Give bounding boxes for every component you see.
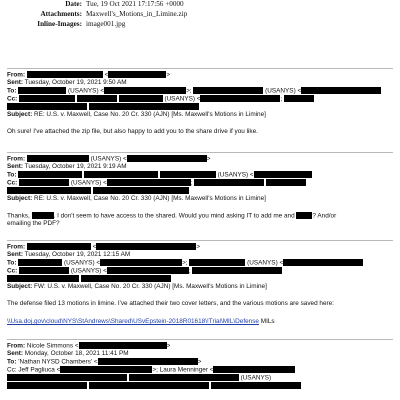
msg2-sent-row: Sent: Tuesday, October 19, 2021 9:19 AM xyxy=(7,163,127,170)
redaction xyxy=(32,212,54,219)
msg1-to-row: To: (USANYS) < >; (USANYS) < xyxy=(7,87,393,95)
message-separator xyxy=(7,339,393,340)
redaction xyxy=(89,382,209,389)
msg1-sent-row: Sent: Tuesday, October 19, 2021 9:50 AM xyxy=(7,79,127,86)
msg2-cc-row-2 xyxy=(7,187,393,195)
redaction xyxy=(93,187,189,194)
msg2-body: Thanks, . I don't seem to have access to the shared. Would you mind asking IT to add me and ? And/or xyxy=(7,212,337,220)
msg1-body: Oh sure! I've attached the zip file, but also happy to add you to the share drive if you like. xyxy=(7,128,258,135)
msg1-from-row: From: < > xyxy=(7,71,171,79)
msg1-sent-value: Tuesday, October 19, 2021 9:50 AM xyxy=(24,79,127,86)
date-label: Date: xyxy=(65,0,82,8)
redaction xyxy=(284,95,314,102)
attachments-label: Attachments: xyxy=(40,10,82,18)
message-separator xyxy=(7,152,393,153)
msg2-from-row: From: (USANYS) < > xyxy=(7,155,211,163)
redaction xyxy=(192,267,282,274)
redaction xyxy=(7,275,79,282)
redaction xyxy=(19,267,69,274)
redaction xyxy=(96,243,196,250)
redaction xyxy=(213,366,295,373)
msg2-to-row: To: (USANYS) < xyxy=(7,171,393,179)
msg3-link-row: \\Usa.doj.gov\cloud\NYS\StAndrews\Shared\USvEpstein-2018R01618\!Trial\MIL\Defense MILs xyxy=(7,318,275,325)
msg2-sent-value: Tuesday, October 19, 2021 9:19 AM xyxy=(24,163,127,170)
redaction xyxy=(129,374,239,381)
redaction xyxy=(98,358,198,365)
redaction xyxy=(301,87,381,94)
inline-images-value[interactable]: image001.jpg xyxy=(86,20,126,28)
msg1-cc-row-2 xyxy=(7,103,393,111)
redaction xyxy=(27,71,103,78)
msg3-subject-row: Subject: FW: U.S. v. Maxwell, Case No. 20 Cr. 330 (AJN) [Ms. Maxwell's Motions in Limine] xyxy=(7,283,267,290)
msg4-to-row: To: 'Nathan NYSD Chambers' < > xyxy=(7,358,202,366)
redaction xyxy=(160,171,216,178)
attachments-value[interactable]: Maxwell's_Motions_in_Limine.zip xyxy=(86,10,188,18)
redaction xyxy=(200,95,280,102)
msg3-sent-value: Tuesday, October 19, 2021 12:15 AM xyxy=(24,251,131,258)
redaction xyxy=(7,382,87,389)
message-separator xyxy=(7,240,393,241)
msg3-cc-row: Cc: (USANYS) < ; xyxy=(7,267,393,275)
share-drive-link[interactable]: \\Usa.doj.gov\cloud\NYS\StAndrews\Shared\USvEpstein-2018R01618\!Trial\MIL\Defense xyxy=(7,318,259,325)
redaction xyxy=(60,366,152,373)
redaction xyxy=(7,187,91,194)
msg1-cc-row: Cc: (USANYS) < ; xyxy=(7,95,393,103)
msg2-cc-row: Cc: (USANYS) < ; xyxy=(7,179,393,187)
msg4-sent-value: Monday, October 18, 2021 11:41 PM xyxy=(24,350,129,357)
redaction xyxy=(254,171,312,178)
msg4-cc-row: Cc: Jeff Pagliuca < >; Laura Menninger < xyxy=(7,366,393,374)
msg3-to-row: To: (USANYS) < >; (USANYS) < xyxy=(7,259,393,267)
msg1-subject-value: RE: U.S. v. Maxwell, Case No. 20 Cr. 330 (AJN) [Ms. Maxwell's Motions in Limine] xyxy=(34,111,266,118)
msg4-cc-row-2: (USANYS) xyxy=(7,374,393,382)
msg2-subject-row: Subject: RE: U.S. v. Maxwell, Case No. 20 Cr. 330 (AJN) [Ms. Maxwell's Motions in Limine] xyxy=(7,195,266,202)
redaction xyxy=(194,179,264,186)
redaction xyxy=(266,179,306,186)
redaction xyxy=(7,103,87,110)
msg3-subject-value: FW: U.S. v. Maxwell, Case No. 20 Cr. 330 (AJN) [Ms. Maxwell's Motions in Limine] xyxy=(34,283,267,290)
msg4-from-row: From: Nicole Simmons < > xyxy=(7,342,171,350)
msg3-body: The defense filed 13 motions in limine. I've attached their two cover letters, and the various motions are saved here: xyxy=(7,300,334,307)
redaction xyxy=(211,382,301,389)
redaction xyxy=(107,267,189,274)
redaction xyxy=(18,87,66,94)
msg4-cc-row-3 xyxy=(7,382,393,390)
redaction xyxy=(127,155,207,162)
redaction xyxy=(79,342,167,349)
msg3-cc-row-2 xyxy=(7,275,393,283)
redaction xyxy=(27,243,91,250)
msg2-body-2: emailing the PDF? xyxy=(7,220,60,227)
redaction xyxy=(193,87,263,94)
redaction xyxy=(27,155,89,162)
redaction xyxy=(100,259,182,266)
msg2-subject-value: RE: U.S. v. Maxwell, Case No. 20 Cr. 330 (AJN) [Ms. Maxwell's Motions in Limine] xyxy=(34,195,266,202)
redaction xyxy=(7,374,127,381)
msg1-subject-row: Subject: RE: U.S. v. Maxwell, Case No. 20 Cr. 330 (AJN) [Ms. Maxwell's Motions in Limine] xyxy=(7,111,266,118)
redaction xyxy=(19,95,75,102)
redaction xyxy=(296,212,312,219)
redaction xyxy=(108,71,166,78)
redaction xyxy=(189,259,245,266)
redaction xyxy=(18,171,82,178)
redaction xyxy=(18,259,62,266)
date-value: Tue, 19 Oct 2021 17:17:56 +0000 xyxy=(86,0,184,8)
message-separator xyxy=(7,68,393,69)
redaction xyxy=(89,103,199,110)
inline-images-label: Inline-Images: xyxy=(37,20,82,28)
redaction xyxy=(107,179,191,186)
msg3-from-row: From: < > xyxy=(7,243,201,251)
redaction xyxy=(283,259,363,266)
redaction xyxy=(19,179,69,186)
redaction xyxy=(104,87,186,94)
redaction xyxy=(84,171,158,178)
msg4-sent-row: Sent: Monday, October 18, 2021 11:41 PM xyxy=(7,350,129,357)
msg3-sent-row: Sent: Tuesday, October 19, 2021 12:15 AM xyxy=(7,251,131,258)
redaction xyxy=(81,275,171,282)
redaction xyxy=(119,95,163,102)
redaction xyxy=(77,95,117,102)
